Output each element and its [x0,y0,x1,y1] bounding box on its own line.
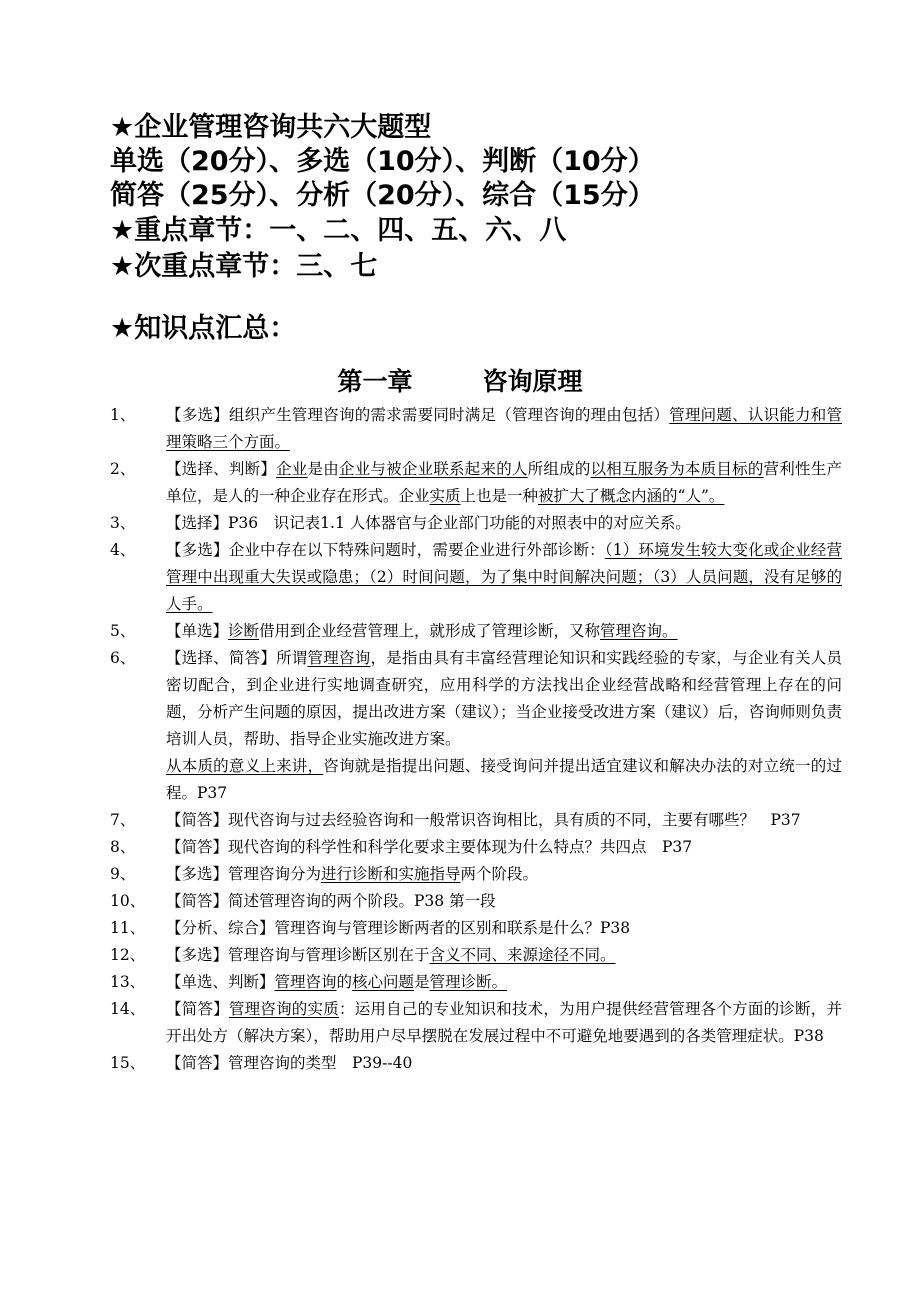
item-number: 7、 [110,811,136,829]
item-text: 【简答】现代咨询的科学性和科学化要求主要体现为什么特点？共四点 P37 [166,838,693,856]
chapter-number: 第一章 [337,367,413,396]
item-number: 8、 [110,838,136,856]
item-text: 【多选】企业中存在以下特殊问题时，需要企业进行外部诊断：（1）环境发生较大变化或企业经营管理中出现重大失误或隐患；（2）时间问题，为了集中时间解决问题；（3）人员问题，没有足够的人手。 [166,541,842,613]
item-text: 【选择】P36 识记表1.1 人体器官与企业部门功能的对照表中的对应关系。 [166,514,691,532]
item-number: 1、 [110,406,136,424]
secondary-chapters: ★次重点章节：三、七 [110,251,378,282]
item-number: 15、 [110,1054,146,1072]
list-item [110,834,842,861]
item-number: 13、 [110,973,146,991]
item-text: 【单选】诊断借用到企业经营管理上，就形成了管理诊断，又称管理咨询。 [166,622,678,640]
item-text: 【多选】管理咨询分为进行诊断和实施指导两个阶段。 [166,865,539,883]
item-text: 【简答】现代咨询与过去经验咨询和一般常识咨询相比，具有质的不同，主要有哪些？ P37 [166,811,801,829]
item-text: 【简答】管理咨询的类型 P39--40 [166,1054,413,1072]
list-item [110,510,842,537]
list-item [110,861,842,888]
list-item [110,1050,842,1077]
item-text: 【选择、判断】企业是由企业与被企业联系起来的人所组成的以相互服务为本质目标的营利性生产单位，是人的一种企业存在形式。企业实质上也是一种被扩大了概念内涵的“人”。 [166,460,842,505]
list-item [110,996,842,1050]
item-text: 【简答】管理咨询的实质：运用自己的专业知识和技术，为用户提供经营管理各个方面的诊断，并开出处方（解决方案），帮助用户尽早摆脱在发展过程中不可避免地要遇到的各类管理症状。P38 [166,1000,842,1045]
list-item [110,456,842,510]
item-number: 11、 [110,919,146,937]
list-item [110,537,842,618]
item-number: 14、 [110,1000,146,1018]
list-item [110,645,842,807]
item-number: 5、 [110,622,136,640]
score-line-2: 简答（25分）、分析（20分）、综合（15分） [110,180,655,211]
key-chapters: ★重点章节：一、二、四、五、六、八 [110,215,567,246]
item-number: 9、 [110,865,136,883]
knowledge-list [110,402,842,1077]
list-item [110,942,842,969]
item-text: 【多选】管理咨询与管理诊断区别在于含义不同、来源途径不同。 [166,946,616,964]
list-item [110,807,842,834]
item-text: 【单选、判断】管理咨询的核心问题是管理诊断。 [166,973,508,991]
item-number: 4、 [110,541,136,559]
list-item [110,888,842,915]
list-item [110,618,842,645]
item-text: 【选择、简答】所谓管理咨询，是指由具有丰富经营理论知识和实践经验的专家，与企业有关人员密切配合，到企业进行实地调查研究，应用科学的方法找出企业经营战略和经营管理上存在的问题，分析产生问题的原因，提出改进方案（建议）；当企业接受改进方案（建议）后，咨询师则负责培训人员，帮助、指导企业实施改进方案。 从本质的意义上来讲，咨询就是指提出问题、接受询问并提出适宜建议和解决办法的对立统一的过程。P37 [166,649,842,802]
item-number: 2、 [110,460,136,478]
knowledge-summary-heading: ★知识点汇总： [110,313,297,344]
item-text: 【分析、综合】管理咨询与管理诊断两者的区别和联系是什么？P38 [166,919,631,937]
list-item [110,402,842,456]
item-text: 【简答】简述管理咨询的两个阶段。P38 第一段 [166,892,496,910]
item-number: 12、 [110,946,146,964]
chapter-title [0,366,920,398]
score-line-1: 单选（20分）、多选（10分）、判断（10分） [110,146,655,177]
exam-type-heading: ★企业管理咨询共六大题型 [110,112,432,143]
item-number: 3、 [110,514,136,532]
item-number: 6、 [110,649,136,667]
list-item [110,969,842,996]
item-number: 10、 [110,892,146,910]
item-text: 【多选】组织产生管理咨询的需求需要同时满足（管理咨询的理由包括）管理问题、认识能力和管理策略三个方面。 [166,406,842,451]
chapter-name: 咨询原理 [482,367,583,396]
list-item [110,915,842,942]
